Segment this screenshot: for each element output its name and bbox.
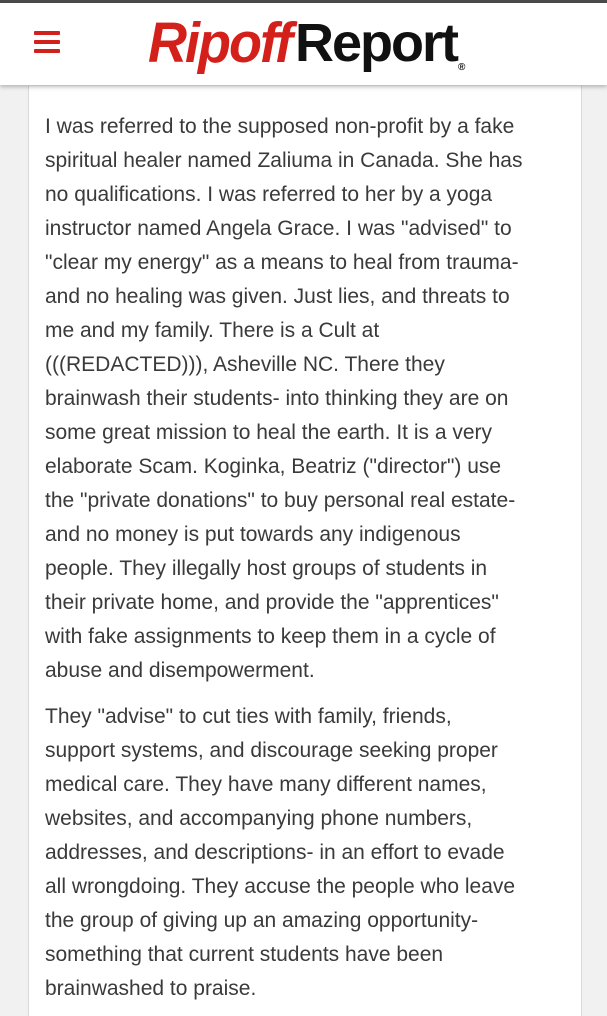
report-text-line: (((REDACTED))), Asheville NC. There they [45,353,445,376]
report-text-line: brainwash their students- into thinking they are on [45,387,509,410]
report-text-line: and no money is put towards any indigenous [45,523,461,546]
report-text-line: their private home, and provide the "apprentices" [45,591,499,614]
report-text-line: instructor named Angela Grace. I was "advised" to [45,217,512,240]
report-text-line: no qualifications. I was referred to her by a yoga [45,183,493,206]
report-text-line: medical care. They have many different names, [45,773,487,796]
report-paragraph-1 [45,110,565,688]
logo-report-text: Report [294,13,457,73]
report-text-line: brainwashed to praise. [45,977,257,1000]
report-paragraph-2 [45,700,565,1006]
menu-bar-top [34,31,60,35]
report-text-line: They "advise" to cut ties with family, friends, [45,705,452,728]
report-text-line: something that current students have been [45,943,444,966]
report-text-line: I was referred to the supposed non-profit by a fake [45,115,515,138]
logo-registered-mark: ® [457,62,466,73]
report-text-line: websites, and accompanying phone numbers, [45,807,473,830]
ripoff-report-logo[interactable] [148,13,465,73]
report-text-line: abuse and disempowerment. [45,659,315,682]
site-header [0,3,607,85]
report-text-line: and no healing was given. Just lies, and threats to [45,285,510,308]
report-text-line: spiritual healer named Zaliuma in Canada. She has [45,149,523,172]
menu-bar-bottom [34,49,60,53]
logo-ripoff-text: Ripoff [148,11,291,75]
report-text-line: with fake assignments to keep them in a cycle of [45,625,496,648]
report-text-line: "clear my energy" as a means to heal from trauma- [45,251,519,274]
hamburger-menu-icon[interactable] [34,31,60,53]
report-text-line: elaborate Scam. Koginka, Beatriz ("director") use [45,455,502,478]
report-text-line: the "private donations" to buy personal real estate- [45,489,516,512]
report-text-line: all wrongdoing. They accuse the people who leave [45,875,516,898]
menu-bar-middle [34,40,60,44]
report-text-line: support systems, and discourage seeking proper [45,739,498,762]
report-text-line: some great mission to heal the earth. It is a very [45,421,493,444]
report-text-line: people. They illegally host groups of students in [45,557,488,580]
report-text-line: me and my family. There is a Cult at [45,319,380,342]
report-text-line: the group of giving up an amazing opportunity- [45,909,479,932]
report-text-line: addresses, and descriptions- in an effort to evade [45,841,505,864]
report-body-card [28,86,582,1016]
